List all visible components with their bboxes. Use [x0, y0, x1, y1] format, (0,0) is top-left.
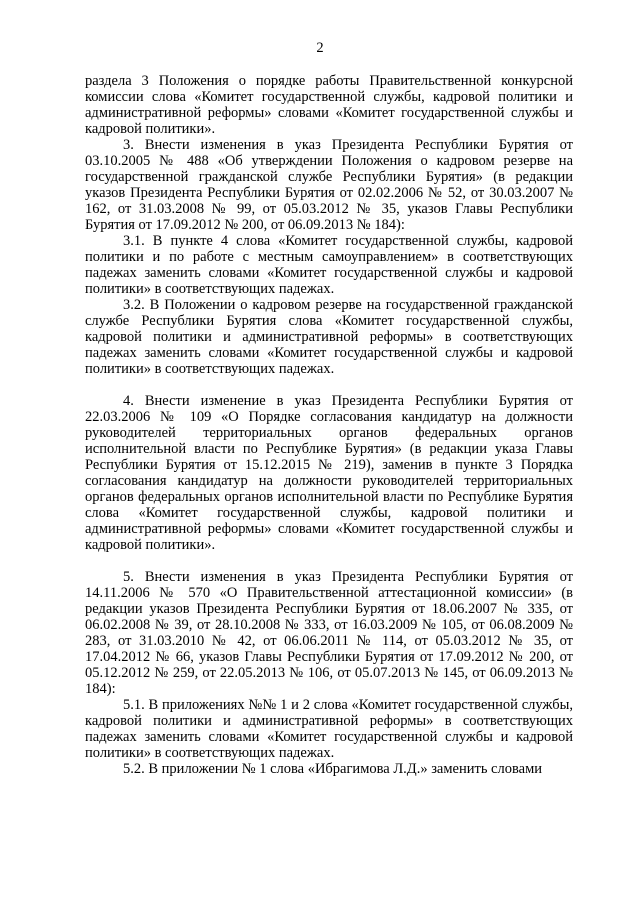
paragraph-section-3-continuation: раздела 3 Положения о порядке работы Правительственной конкурсной комиссии слова «Комитет государственной службы, кадровой политики и административной реформы» словами «Комитет государственной службы и кадровой политики».: [85, 73, 573, 137]
document-body: [85, 73, 573, 777]
page-number: 2: [316, 40, 324, 56]
paragraph-item-3: 3. Внести изменения в указ Президента Республики Бурятия от 03.10.2005 № 488 «Об утверждении Положения о кадровом резерве на государственной гражданской службе Республики Бурятия» (в редакции указов Президента Республики Бурятия от 02.02.2006 № 52, от 30.03.2007 № 162, от 31.03.2008 № 99, от 05.03.2012 № 35, указов Главы Республики Бурятия от 17.09.2012 № 200, от 06.09.2013 № 184):: [85, 137, 573, 233]
paragraph-item-3-1: 3.1. В пункте 4 слова «Комитет государственной службы, кадровой политики и по работе с местным самоуправлением» в соответствующих падежах заменить словами «Комитет государственной службы и кадровой политики» в соответствующих падежах.: [85, 233, 573, 297]
paragraph-item-3-2: 3.2. В Положении о кадровом резерве на государственной гражданской службе Республики Бурятия слова «Комитет государственной службы, кадровой политики и административной реформы» в соответствующих падежах заменить словами «Комитет государственной службы и кадровой политики» в соответствующих падежах.: [85, 297, 573, 377]
paragraph-item-4: 4. Внести изменение в указ Президента Республики Бурятия от 22.03.2006 № 109 «О Порядке согласования кандидатур на должности руководителей территориальных органов федеральных органов исполнительной власти по Республике Бурятия» (в редакции указа Главы Республики Бурятия от 15.12.2015 № 219), заменив в пункте 3 Порядка согласования кандидатур на должности руководителей территориальных органов федеральных органов исполнительной власти по Республике Бурятия слова «Комитет государственной службы, кадровой политики и административной реформы» словами «Комитет государственной службы и кадровой политики».: [85, 393, 573, 553]
paragraph-item-5-2: 5.2. В приложении № 1 слова «Ибрагимова Л.Д.» заменить словами: [123, 761, 543, 777]
paragraph-item-5-1: 5.1. В приложениях №№ 1 и 2 слова «Комитет государственной службы, кадровой политики и административной реформы» в соответствующих падежах заменить словами «Комитет государственной службы и кадровой политики» в соответствующих падежах.: [85, 697, 573, 761]
paragraph-item-5: 5. Внести изменения в указ Президента Республики Бурятия от 14.11.2006 № 570 «О Правительственной аттестационной комиссии» (в редакции указов Президента Республики Бурятия от 18.06.2007 № 335, от 06.02.2008 № 39, от 28.10.2008 № 333, от 16.03.2009 № 105, от 06.08.2009 № 283, от 31.03.2010 № 42, от 06.06.2011 № 114, от 05.03.2012 № 35, от 17.04.2012 № 66, указов Главы Республики Бурятия от 17.09.2012 № 200, от 05.12.2012 № 259, от 22.05.2013 № 106, от 05.07.2013 № 145, от 06.09.2013 № 184):: [85, 569, 573, 697]
